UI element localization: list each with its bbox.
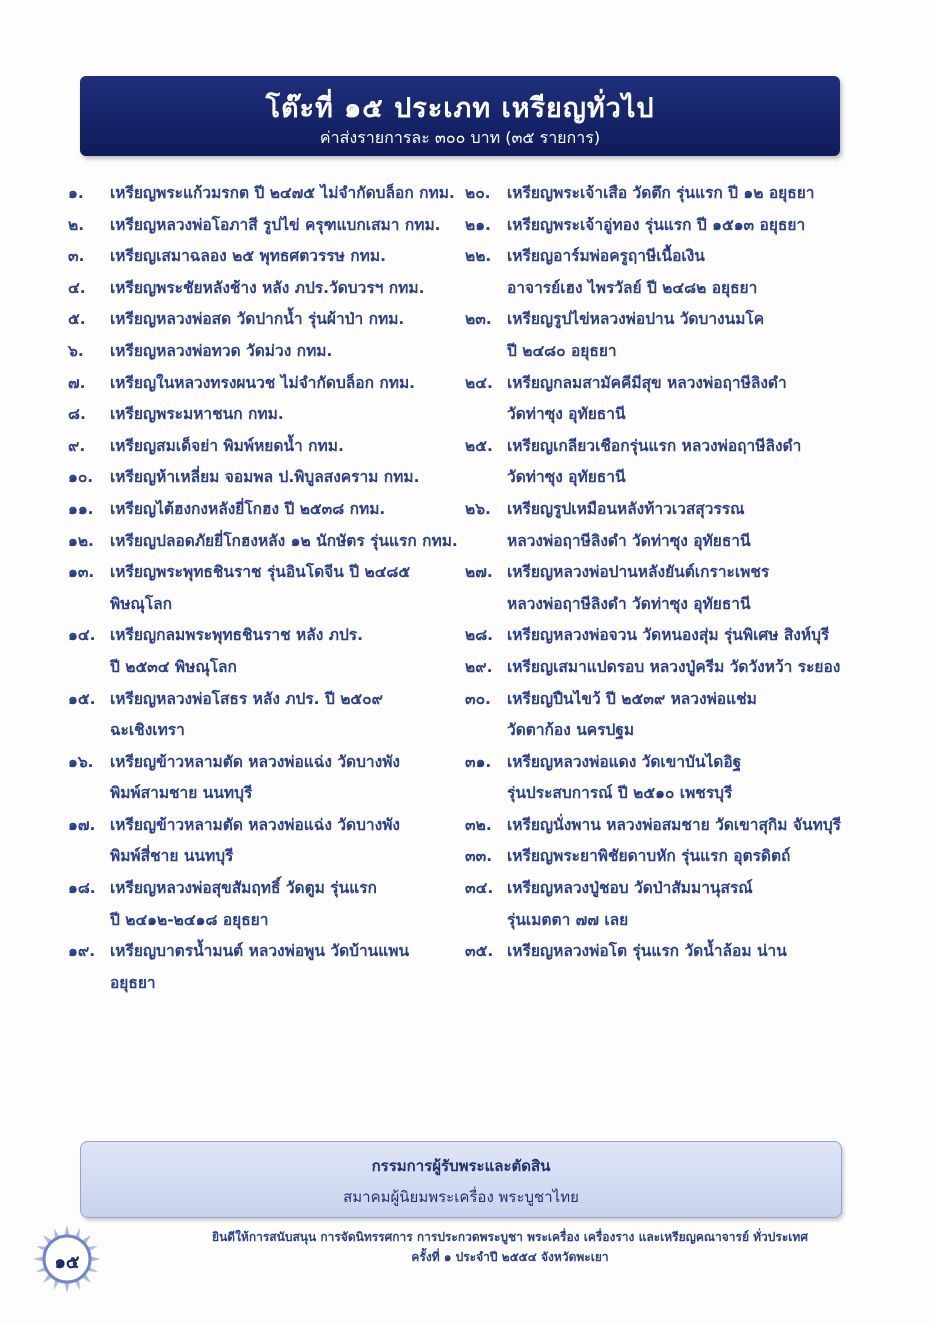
item-description [507, 368, 865, 431]
item-number: ๒๘. [465, 626, 494, 645]
item-description [507, 620, 865, 652]
item-description [507, 841, 865, 873]
item-line: เหรียญห้าเหลี่ยม จอมพล ป.พิบูลสงคราม กทม. [110, 468, 420, 487]
item-line: เหรียญปลอดภัยยี่โกฮงหลัง ๑๒ นักษัตร รุ่นแรก กทม. [110, 531, 458, 550]
item-number: ๑๙. [68, 942, 96, 961]
footer-support-text: ยินดีให้การสนับสนุน การจัดนิทรรศการ การประกวดพระบูชา พระเครื่อง เครื่องราง และเหรียญคณาจารย์ ทั่วประเทศ [212, 1230, 808, 1244]
item-line: เหรียญไต้ฮงกงหลังยี่โกฮง ปี ๒๕๓๘ กทม. [110, 499, 386, 518]
item-line: เหรียญสมเด็จย่า พิมพ์หยดน้ำ กทม. [110, 436, 344, 455]
item-description [507, 210, 865, 242]
item-number: ๒๓. [465, 310, 492, 329]
item-number: ๒๙. [465, 657, 493, 676]
item-description [110, 747, 463, 810]
item-line: พิมพ์สามชาย นนทบุรี [110, 784, 253, 803]
item-line: อยุธยา [110, 973, 156, 992]
list-item [465, 810, 865, 842]
item-line: เหรียญในหลวงทรงผนวช ไม่จำกัดบล็อก กทม. [110, 373, 416, 392]
list-item [465, 684, 865, 747]
footer-box [80, 1141, 842, 1218]
list-item [68, 494, 463, 526]
item-number: ๓๕. [465, 942, 494, 961]
list-item [465, 431, 865, 494]
item-description [507, 431, 865, 494]
item-description [507, 684, 865, 747]
item-line: เหรียญหลวงพ่อสด วัดปากน้ำ รุ่นผ้าป่า กทม. [110, 310, 405, 329]
item-line: ฉะเชิงเทรา [110, 721, 185, 740]
item-number: ๓๐. [465, 689, 491, 708]
list-item [465, 747, 865, 810]
item-line: เหรียญหลวงพ่อปานหลังยันต์เกราะเพชร [507, 563, 770, 582]
list-item [68, 210, 463, 242]
page-title: โต๊ะที่ ๑๕ ประเภท เหรียญทั่วไป [265, 93, 655, 124]
item-line: เหรียญเกลียวเชือกรุ่นแรก หลวงพ่อฤาษีลิงดำ [507, 436, 802, 455]
item-line: อาจารย์เฮง ไพรวัลย์ ปี ๒๔๘๒ อยุธยา [507, 278, 758, 297]
item-number: ๓๓. [465, 847, 493, 866]
item-description [110, 336, 463, 368]
item-number: ๑๓. [68, 563, 95, 582]
item-number: ๒๔. [465, 373, 493, 392]
item-line: เหรียญปืนไขว้ ปี ๒๕๓๙ หลวงพ่อแช่ม [507, 689, 757, 708]
list-item [68, 336, 463, 368]
item-number: ๑๐. [68, 468, 94, 487]
item-number: ๓๑. [465, 752, 492, 771]
list-item [68, 747, 463, 810]
footer-committee: กรรมการผู้รับพระและตัดสิน [371, 1157, 551, 1175]
list-item [68, 526, 463, 558]
item-description [507, 810, 865, 842]
item-line: ปี ๒๕๓๔ พิษณุโลก [110, 657, 237, 676]
item-line: เหรียญหลวงพ่อโต รุ่นแรก วัดน้ำล้อม น่าน [507, 942, 787, 961]
item-line: รุ่นประสบการณ์ ปี ๒๕๑๐ เพชรบุรี [507, 784, 733, 803]
item-number: ๗. [68, 373, 86, 392]
item-line: ปี ๒๔๑๒-๒๔๑๘ อยุธยา [110, 910, 269, 929]
list-item [465, 936, 865, 968]
item-line: เหรียญพระชัยหลังช้าง หลัง ภปร.วัดบวรฯ กทม. [110, 278, 425, 297]
item-line: วัดท่าซุง อุทัยธานี [507, 468, 626, 487]
item-line: เหรียญหลวงพ่อโอภาสี รูปไข่ ครุฑแบกเสมา กทม. [110, 215, 441, 234]
item-line: ปี ๒๔๘๐ อยุธยา [507, 341, 617, 360]
list-item [68, 431, 463, 463]
item-number: ๖. [68, 341, 84, 360]
item-description [507, 652, 865, 684]
item-description [507, 557, 865, 620]
item-line: เหรียญพระเจ้าเสือ วัดตึก รุ่นแรก ปี ๑๒ อยุธยา [507, 184, 815, 202]
item-description [110, 526, 463, 558]
item-line: วัดท่าซุง อุทัยธานี [507, 405, 626, 424]
item-line: เหรียญหลวงพ่อสุขสัมฤทธิ์ วัดตูม รุ่นแรก [110, 879, 377, 898]
item-line: เหรียญพระเจ้าอู่ทอง รุ่นแรก ปี ๑๕๑๓ อยุธยา [507, 215, 806, 234]
item-description [110, 273, 463, 305]
list-item [68, 620, 463, 683]
item-number: ๑๘. [68, 879, 96, 898]
item-description [507, 304, 865, 367]
item-line: เหรียญพระพุทธชินราช รุ่นอินโดจีน ปี ๒๔๘๕ [110, 563, 411, 582]
item-number: ๙. [68, 436, 86, 455]
item-number: ๔. [68, 278, 86, 297]
item-number: ๒๕. [465, 436, 493, 455]
item-description [507, 178, 865, 210]
list-item [68, 873, 463, 936]
list-item [465, 241, 865, 304]
item-line: รุ่นเมตตา ๗๗ เลย [507, 910, 629, 929]
list-item [465, 652, 865, 684]
list-item [465, 620, 865, 652]
list-item [465, 841, 865, 873]
list-item [465, 178, 865, 210]
item-line: เหรียญข้าวหลามตัด หลวงพ่อแฉ่ง วัดบางพัง [110, 815, 400, 834]
item-line: เหรียญเสมาฉลอง ๒๕ พุทธศตวรรษ กทม. [110, 247, 386, 266]
item-line: เหรียญอาร์มพ่อครูฤาษีเนื้อเงิน [507, 247, 705, 266]
item-line: เหรียญหลวงปู่ชอบ วัดป่าสัมมานุสรณ์ [507, 879, 753, 898]
item-description [110, 684, 463, 747]
item-description [110, 241, 463, 273]
item-number: ๑. [68, 184, 84, 202]
item-number: ๑๑. [68, 499, 94, 518]
list-item [68, 684, 463, 747]
item-description [507, 494, 865, 557]
item-line: หลวงพ่อฤาษีลิงดำ วัดท่าซุง อุทัยธานี [507, 531, 751, 550]
item-description [507, 873, 865, 936]
item-line: เหรียญรูปเหมือนหลังท้าวเวสสุวรรณ [507, 499, 745, 518]
item-number: ๓๒. [465, 815, 492, 834]
item-number: ๑๕. [68, 689, 96, 708]
list-item [68, 936, 463, 999]
item-description [110, 178, 463, 210]
list-item [465, 873, 865, 936]
item-line: เหรียญหลวงพ่อจวน วัดหนองสุ่ม รุ่นพิเศษ สิงห์บุรี [507, 626, 830, 645]
item-number: ๑๔. [68, 626, 96, 645]
list-item [465, 557, 865, 620]
list-item [465, 210, 865, 242]
item-description [110, 620, 463, 683]
item-description [110, 304, 463, 336]
item-line: เหรียญเสมาแปดรอบ หลวงปู่ครีม วัดวังหว้า ระยอง [507, 657, 841, 676]
item-line: วัดตาก้อง นครปฐม [507, 721, 635, 740]
item-description [507, 936, 865, 968]
item-number: ๒๗. [465, 563, 493, 582]
item-description [110, 368, 463, 400]
item-description [110, 494, 463, 526]
item-number: ๑๗. [68, 815, 96, 834]
item-number: ๒๐. [465, 184, 491, 202]
item-line: พิษณุโลก [110, 594, 173, 613]
list-item [465, 494, 865, 557]
item-description [110, 210, 463, 242]
item-number: ๓๔. [465, 879, 494, 898]
item-description [110, 936, 463, 999]
item-number: ๒๒. [465, 247, 492, 266]
list-item [465, 368, 865, 431]
item-number: ๒๑. [465, 215, 491, 234]
item-description [507, 241, 865, 304]
list-item [68, 810, 463, 873]
item-description [110, 873, 463, 936]
item-line: เหรียญหลวงพ่อโสธร หลัง ภปร. ปี ๒๕๐๙ [110, 689, 383, 708]
item-line: เหรียญกลมสามัคคีมีสุข หลวงพ่อฤาษีลิงดำ [507, 373, 787, 392]
item-line: เหรียญข้าวหลามตัด หลวงพ่อแฉ่ง วัดบางพัง [110, 752, 400, 771]
footer-association: สมาคมผู้นิยมพระเครื่อง พระบูชาไทย [343, 1188, 579, 1206]
list-item [68, 462, 463, 494]
item-line: เหรียญกลมพระพุทธชินราช หลัง ภปร. [110, 626, 364, 645]
item-description [110, 399, 463, 431]
item-line: เหรียญพระยาพิชัยดาบหัก รุ่นแรก อุตรดิตถ์ [507, 847, 791, 866]
item-line: เหรียญพระแก้วมรกต ปี ๒๔๗๕ ไม่จำกัดบล็อก กทม. [110, 184, 455, 202]
item-line: เหรียญบาตรน้ำมนต์ หลวงพ่อพูน วัดบ้านแพน [110, 942, 410, 961]
item-number: ๕. [68, 310, 86, 329]
list-item [68, 178, 463, 210]
list-item [465, 304, 865, 367]
item-number: ๘. [68, 405, 86, 424]
item-description [110, 557, 463, 620]
item-description [507, 747, 865, 810]
list-item [68, 241, 463, 273]
list-item [68, 557, 463, 620]
header-banner [80, 76, 840, 156]
page-subtitle: ค่าส่งรายการละ ๓๐๐ บาท (๓๕ รายการ) [319, 128, 601, 147]
item-line: เหรียญหลวงพ่อทวด วัดม่วง กทม. [110, 341, 333, 360]
list-item [68, 399, 463, 431]
item-line: พิมพ์สี่ชาย นนทบุรี [110, 847, 234, 866]
right-item-list [465, 178, 865, 968]
item-line: เหรียญรูปไข่หลวงพ่อปาน วัดบางนมโค [507, 310, 765, 329]
item-number: ๑๒. [68, 531, 94, 550]
item-number: ๓. [68, 247, 85, 266]
footer-event-text: ครั้งที่ ๑ ประจำปี ๒๕๕๔ จังหวัดพะเยา [411, 1250, 609, 1264]
item-description [110, 462, 463, 494]
item-line: เหรียญพระมหาชนก กทม. [110, 405, 284, 424]
item-number: ๒๖. [465, 499, 491, 518]
item-number: ๒. [68, 215, 85, 234]
left-item-list [68, 178, 463, 999]
item-description [110, 810, 463, 873]
list-item [68, 273, 463, 305]
item-line: เหรียญหลวงพ่อแดง วัดเขาบันไดอิฐ [507, 752, 742, 771]
item-line: หลวงพ่อฤาษีลิงดำ วัดท่าซุง อุทัยธานี [507, 594, 751, 613]
list-item [68, 304, 463, 336]
item-number: ๑๖. [68, 752, 94, 771]
page-number: ๑๕ [54, 1252, 80, 1273]
item-line: เหรียญนั่งพาน หลวงพ่อสมชาย วัดเขาสุกิม จันทบุรี [507, 815, 841, 834]
item-description [110, 431, 463, 463]
list-item [68, 368, 463, 400]
